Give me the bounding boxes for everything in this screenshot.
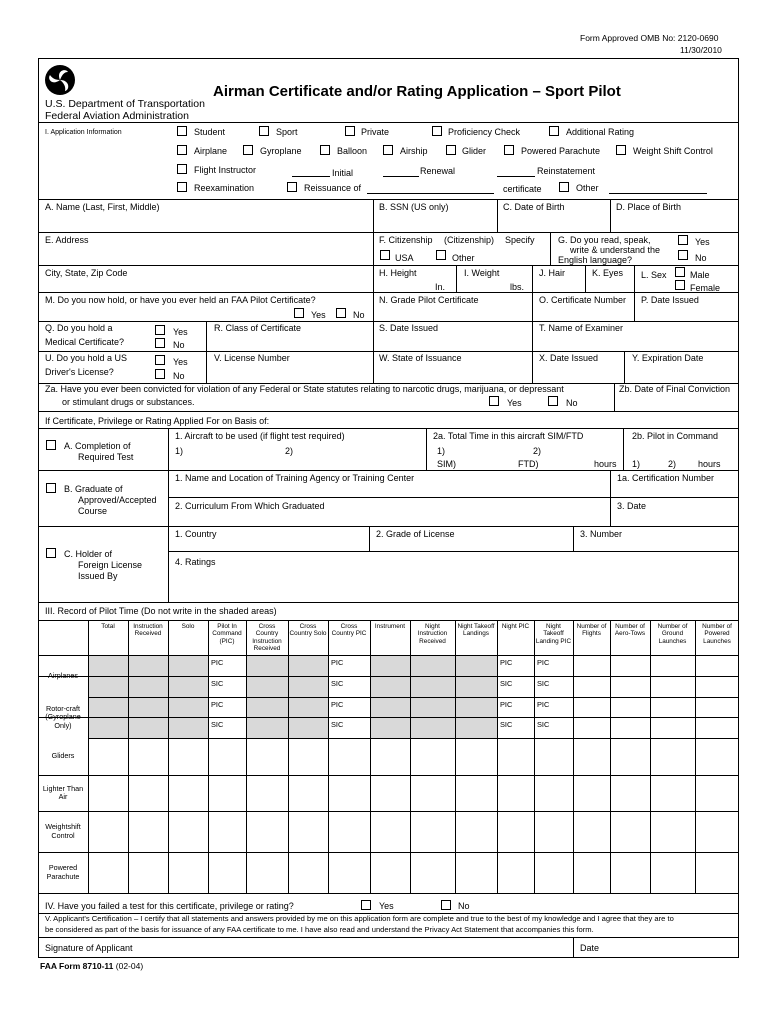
gyroplane-checkbox[interactable]: [243, 145, 253, 155]
certification-line2: be considered as part of the basis for issuance of any FAA certificate to me. I have also read and understand the Privacy Act Statement that accompanies this form.: [45, 925, 594, 934]
country-field[interactable]: 1. Country: [175, 529, 217, 539]
conviction-yes-checkbox[interactable]: [489, 396, 499, 406]
private-checkbox[interactable]: [345, 126, 355, 136]
address-field[interactable]: E. Address: [45, 235, 89, 245]
completion-label2: Required Test: [78, 452, 134, 462]
column-header: Total: [101, 623, 115, 630]
female-label: Female: [690, 283, 721, 293]
citizenship-label: F. Citizenship: [379, 235, 433, 245]
column-header: Number of Flights: [576, 623, 607, 638]
failed-yes-label: Yes: [379, 901, 394, 911]
column-header: Number of Ground Launches: [657, 623, 688, 645]
weight-field[interactable]: I. Weight: [464, 268, 500, 278]
sic-label: SIC: [211, 679, 224, 688]
proficiency-label: Proficiency Check: [448, 127, 521, 137]
english-q3: English language?: [558, 255, 633, 265]
row-label-text: Lighter Than Air: [42, 783, 84, 801]
renewal-blank[interactable]: [383, 176, 419, 177]
balloon-checkbox[interactable]: [320, 145, 330, 155]
english-yes-label: Yes: [695, 237, 710, 247]
male-checkbox[interactable]: [675, 267, 685, 277]
omb-number: Form Approved OMB No: 2120-0690: [580, 33, 719, 43]
form-id: FAA Form 8710-11: [40, 961, 114, 971]
shaded-cell: [129, 698, 168, 738]
medical-no-checkbox[interactable]: [155, 338, 165, 348]
medical-yes-label: Yes: [173, 327, 188, 337]
pic-label: PIC: [211, 700, 224, 709]
shaded-cell: [247, 698, 288, 738]
sex-label: L. Sex: [641, 270, 667, 280]
shaded-cell: [89, 698, 128, 738]
sic-label: SIC: [500, 720, 513, 729]
hair-field[interactable]: J. Hair: [539, 268, 566, 278]
height-unit: In.: [435, 282, 446, 292]
aircraft-used-label: 1. Aircraft to be used (if flight test required): [175, 431, 345, 441]
signature-field[interactable]: Signature of Applicant: [45, 943, 133, 953]
total-time-1: 1): [437, 446, 446, 456]
completion-test-checkbox[interactable]: [46, 440, 56, 450]
failed-test-question: IV. Have you failed a test for this certificate, privilege or rating?: [45, 901, 294, 911]
row-label-text: Weightshift Control: [45, 822, 81, 840]
row-label: [39, 775, 87, 811]
graduate-label2: Approved/Accepted: [78, 495, 157, 505]
sic-label: SIC: [211, 720, 224, 729]
row-label: [39, 811, 87, 852]
other-blank[interactable]: [609, 193, 707, 194]
shaded-cell: [169, 698, 208, 738]
sic-label: SIC: [537, 720, 550, 729]
initial-label: Initial: [332, 168, 354, 178]
powered-parachute-checkbox[interactable]: [504, 145, 514, 155]
conviction-date-field[interactable]: Zb. Date of Final Conviction: [619, 384, 731, 394]
table-row-line: [38, 676, 739, 677]
pic-label: PIC: [211, 658, 224, 667]
ssn-field[interactable]: B. SSN (US only): [379, 202, 449, 212]
row-label: [39, 738, 87, 775]
license-no-checkbox[interactable]: [155, 369, 165, 379]
row-label-text: Powered Parachute: [46, 863, 80, 881]
foreign-number-field[interactable]: 3. Number: [580, 529, 623, 539]
conviction-yes-label: Yes: [507, 398, 522, 408]
row-label: [39, 852, 87, 893]
row-label-text: Airplanes: [48, 670, 78, 680]
proficiency-checkbox[interactable]: [432, 126, 442, 136]
pilot-time-header: III. Record of Pilot Time (Do not write in the shaded areas): [45, 606, 277, 616]
airplane-checkbox[interactable]: [177, 145, 187, 155]
form-revision: (02-04): [115, 961, 144, 971]
sic-label: SIC: [500, 679, 513, 688]
total-time-label: 2a. Total Time in this aircraft SIM/FTD: [433, 431, 584, 441]
column-header: Cross Country Solo: [289, 623, 327, 638]
other-label: Other: [576, 183, 599, 193]
graduate-label1: B. Graduate of: [64, 484, 123, 494]
citizenship-other-label: Other: [452, 253, 475, 263]
shaded-cell: [456, 698, 497, 738]
failed-no-checkbox[interactable]: [441, 900, 451, 910]
agency-dot: U.S. Department of Transportation: [45, 98, 205, 110]
table-row-line: [38, 655, 739, 656]
glider-label: Glider: [462, 146, 487, 156]
airship-checkbox[interactable]: [383, 145, 393, 155]
citizenship-other-checkbox[interactable]: [436, 250, 446, 260]
usa-checkbox[interactable]: [380, 250, 390, 260]
license-yes-checkbox[interactable]: [155, 355, 165, 365]
sim-label: SIM): [437, 459, 456, 469]
faa-cert-no-checkbox[interactable]: [336, 308, 346, 318]
table-row-line: [38, 811, 739, 812]
weight-shift-label: Weight Shift Control: [633, 146, 713, 156]
column-header: Cross Country PIC: [331, 623, 367, 638]
faa-cert-yes-checkbox[interactable]: [294, 308, 304, 318]
sic-label: SIC: [331, 679, 344, 688]
glider-checkbox[interactable]: [446, 145, 456, 155]
additional-rating-label: Additional Rating: [566, 127, 635, 137]
citizenship-paren: (Citizenship): [444, 235, 495, 245]
row-label-text: Rotor-craft (Gyroplane Only): [45, 704, 81, 730]
table-row-line: [88, 697, 739, 698]
cert-number-field[interactable]: O. Certificate Number: [539, 295, 627, 305]
row-label: [39, 697, 87, 738]
reinstatement-label: Reinstatement: [537, 166, 596, 176]
column-header: Instrument: [374, 623, 406, 630]
row-label: [39, 655, 87, 697]
license-grade-field[interactable]: 2. Grade of License: [376, 529, 455, 539]
pic-label: PIC: [537, 658, 550, 667]
form-title: Airman Certificate and/or Rating Application – Sport Pilot: [213, 83, 621, 100]
table-row-line: [88, 738, 739, 739]
male-label: Male: [690, 270, 710, 280]
ftd-label: FTD): [518, 459, 539, 469]
license-q1: U. Do you hold a US: [45, 353, 128, 363]
conviction-no-checkbox[interactable]: [548, 396, 558, 406]
aircraft-2-label: 2): [285, 446, 294, 456]
column-header: Cross Country Instruction Received: [252, 623, 282, 653]
conviction-q2: or stimulant drugs or substances.: [62, 397, 195, 407]
column-header: Night PIC: [501, 623, 530, 630]
column-header: Pilot In Command (PIC): [212, 623, 242, 645]
female-checkbox[interactable]: [675, 280, 685, 290]
pic-label: PIC: [500, 700, 513, 709]
license-number-field[interactable]: V. License Number: [214, 353, 290, 363]
column-header: Night Takeoff Landings: [457, 623, 495, 638]
student-checkbox[interactable]: [177, 126, 187, 136]
agency-faa: Federal Aviation Administration: [45, 110, 189, 122]
table-row-line: [38, 893, 739, 894]
pic-2: 2): [668, 459, 677, 469]
city-field[interactable]: City, State, Zip Code: [45, 268, 128, 278]
failed-no-label: No: [458, 901, 470, 911]
reexamination-label: Reexamination: [194, 183, 255, 193]
shaded-cell: [289, 698, 328, 738]
aircraft-1-label: 1): [175, 446, 184, 456]
eyes-field[interactable]: K. Eyes: [592, 268, 624, 278]
medical-yes-checkbox[interactable]: [155, 325, 165, 335]
balloon-label: Balloon: [337, 146, 368, 156]
total-time-2: 2): [533, 446, 542, 456]
form-number: [40, 962, 143, 972]
graduate-label3: Course: [78, 506, 108, 516]
medical-no-label: No: [173, 340, 185, 350]
failed-yes-checkbox[interactable]: [361, 900, 371, 910]
certification-number-field[interactable]: 1a. Certification Number: [617, 473, 715, 483]
weight-shift-checkbox[interactable]: [616, 145, 626, 155]
renewal-label: Renewal: [420, 166, 456, 176]
graduate-checkbox[interactable]: [46, 483, 56, 493]
additional-rating-checkbox[interactable]: [549, 126, 559, 136]
column-header: Instruction Received: [133, 623, 163, 638]
license-q2: Driver's License?: [45, 367, 114, 377]
table-row-line: [38, 717, 739, 718]
weight-unit: lbs.: [510, 282, 525, 292]
basis-header: If Certificate, Privilege or Rating Applied For on Basis of:: [45, 416, 270, 426]
expiration-field[interactable]: Y. Expiration Date: [632, 353, 704, 363]
pic-1: 1): [632, 459, 641, 469]
signature-date-field[interactable]: Date: [580, 943, 600, 953]
faa-cert-yes-label: Yes: [311, 310, 326, 320]
omb-date: 11/30/2010: [680, 45, 722, 55]
english-q2: write & understand the: [570, 245, 661, 255]
name-field[interactable]: A. Name (Last, First, Middle): [45, 202, 160, 212]
height-field[interactable]: H. Height: [379, 268, 417, 278]
table-row-line: [38, 852, 739, 853]
sport-label: Sport: [276, 127, 298, 137]
reinstatement-blank[interactable]: [497, 176, 535, 177]
foreign-label2: Foreign License: [78, 560, 143, 570]
medical-q1: Q. Do you hold a: [45, 323, 113, 333]
section-application-info: I. Application Information: [45, 129, 122, 136]
dob-field[interactable]: C. Date of Birth: [503, 202, 565, 212]
foreign-label1: C. Holder of: [64, 549, 113, 559]
usa-label: USA: [395, 253, 414, 263]
column-header: Number of Powered Launches: [702, 623, 732, 645]
pic-label: PIC: [331, 700, 344, 709]
pic-hours-label: hours: [698, 459, 721, 469]
foreign-license-checkbox[interactable]: [46, 548, 56, 558]
license-yes-label: Yes: [173, 357, 188, 367]
citizenship-specify: Specify: [505, 235, 535, 245]
column-header: Night Takeoff Landing PIC: [535, 623, 572, 645]
reissuance-blank[interactable]: [367, 193, 494, 194]
column-header: Number of Aero-Tows: [614, 623, 646, 638]
pic-label: PIC: [537, 700, 550, 709]
completion-label1: A. Completion of: [64, 441, 131, 451]
table-row-line: [38, 775, 739, 776]
reissuance-label: Reissuance of: [304, 183, 362, 193]
english-no-label: No: [695, 253, 707, 263]
examiner-field[interactable]: T. Name of Examiner: [539, 323, 624, 333]
license-date-field[interactable]: X. Date Issued: [539, 353, 599, 363]
conviction-q1: Za. Have you ever been convicted for violation of any Federal or State statutes relating to narcotic drugs, marijuana, or depressant: [45, 384, 564, 394]
flight-instructor-checkbox[interactable]: [177, 164, 187, 174]
pic-label: PIC: [500, 658, 513, 667]
foreign-label3: Issued By: [78, 571, 118, 581]
sic-label: SIC: [331, 720, 344, 729]
flight-instructor-label: Flight Instructor: [194, 165, 257, 175]
date-issued-field[interactable]: P. Date Issued: [641, 295, 699, 305]
shaded-cell: [371, 698, 410, 738]
gyroplane-label: Gyroplane: [260, 146, 302, 156]
total-hours-label: hours: [594, 459, 617, 469]
faa-cert-no-label: No: [353, 310, 365, 320]
english-yes-checkbox[interactable]: [678, 235, 688, 245]
medical-class-field[interactable]: R. Class of Certificate: [214, 323, 302, 333]
curriculum-field[interactable]: 2. Curriculum From Which Graduated: [175, 501, 325, 511]
license-no-label: No: [173, 371, 185, 381]
student-label: Student: [194, 127, 226, 137]
other-checkbox[interactable]: [559, 182, 569, 192]
airplane-label: Airplane: [194, 146, 228, 156]
certificate-label: certificate: [503, 184, 542, 194]
initial-blank[interactable]: [292, 176, 330, 177]
pic-label: 2b. Pilot in Command: [632, 431, 719, 441]
ratings-field[interactable]: 4. Ratings: [175, 557, 216, 567]
english-q1: G. Do you read, speak,: [558, 235, 651, 245]
pic-label: PIC: [331, 658, 344, 667]
row-label-text: Gliders: [51, 751, 75, 761]
graduation-date-field[interactable]: 3. Date: [617, 501, 647, 511]
sport-checkbox[interactable]: [259, 126, 269, 136]
sic-label: SIC: [537, 679, 550, 688]
state-issuance-field[interactable]: W. State of Issuance: [379, 353, 462, 363]
grade-pilot-field[interactable]: N. Grade Pilot Certificate: [379, 295, 479, 305]
private-label: Private: [361, 127, 390, 137]
reissuance-checkbox[interactable]: [287, 182, 297, 192]
training-center-field[interactable]: 1. Name and Location of Training Agency or Training Center: [175, 473, 415, 483]
shaded-cell: [411, 698, 455, 738]
column-header: Solo: [181, 623, 195, 630]
reexamination-checkbox[interactable]: [177, 182, 187, 192]
medical-q2: Medical Certificate?: [45, 337, 125, 347]
english-no-checkbox[interactable]: [678, 250, 688, 260]
airship-label: Airship: [400, 146, 428, 156]
faa-cert-question: M. Do you now hold, or have you ever held an FAA Pilot Certificate?: [45, 295, 316, 305]
pob-field[interactable]: D. Place of Birth: [616, 202, 682, 212]
certification-line1: V. Applicant's Certification – I certify that all statements and answers provided by me on this application form are complete and true to the best of my knowledge and I agree that they are to: [45, 914, 674, 923]
conviction-no-label: No: [566, 398, 578, 408]
medical-date-field[interactable]: S. Date Issued: [379, 323, 439, 333]
column-header: Night Instruction Received: [417, 623, 448, 645]
powered-parachute-label: Powered Parachute: [521, 146, 601, 156]
dot-logo-icon: [44, 64, 76, 96]
